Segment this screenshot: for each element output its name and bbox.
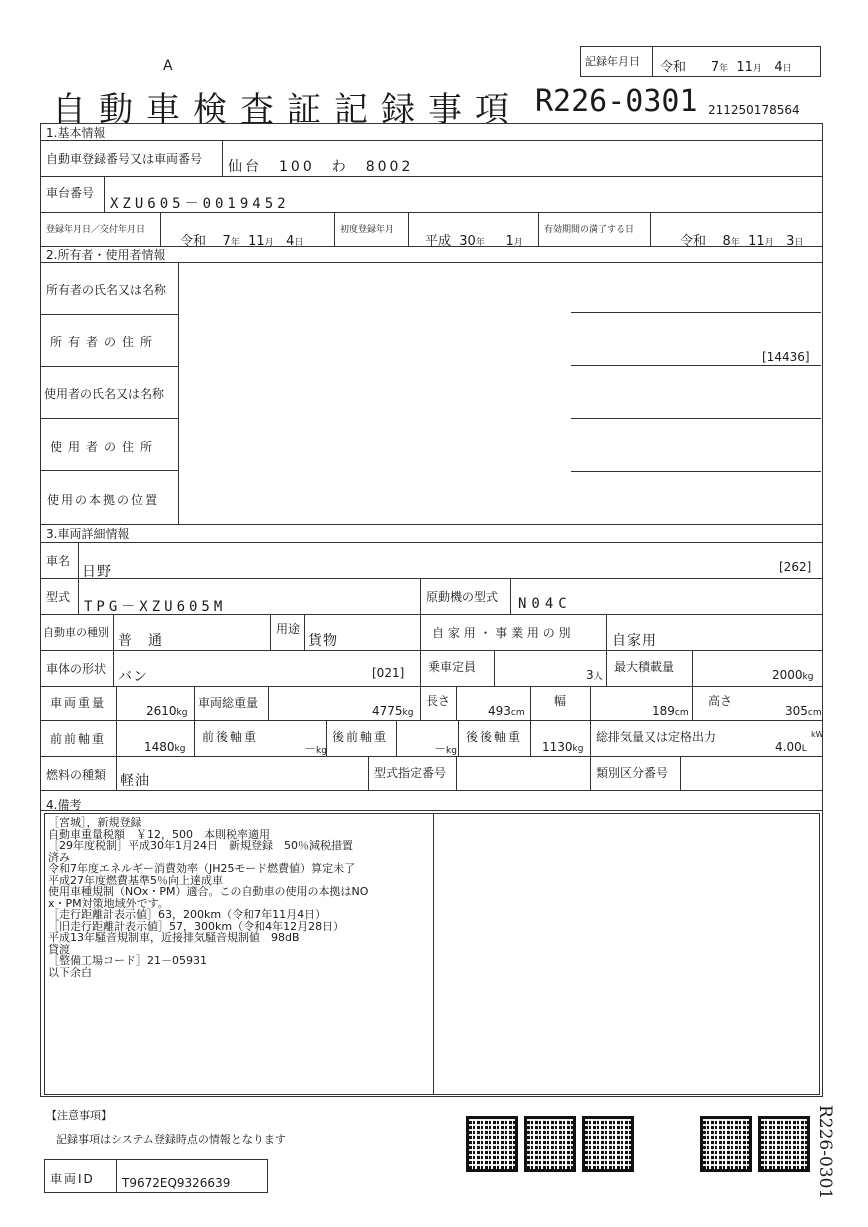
notice-text: 記録事項はシステム登録時点の情報となります bbox=[56, 1133, 286, 1146]
remark-line: x・PM対策地域外です。 bbox=[48, 896, 169, 910]
remark-line: ［宮城］，新規登録 bbox=[48, 816, 142, 829]
biz-value: 自家用 bbox=[612, 633, 657, 649]
fuel-label: 燃料の種類 bbox=[46, 768, 107, 782]
issue-date-value: 令和 7年 11月 4日 bbox=[180, 234, 304, 249]
ff-axle-value: 1480kg bbox=[144, 740, 186, 754]
length-label: 長さ bbox=[426, 694, 451, 708]
engine-value: N04C bbox=[518, 596, 572, 612]
maker-code: [262] bbox=[779, 560, 812, 574]
model-value: TPG－XZU605M bbox=[84, 599, 227, 615]
rr-axle-label: 後後軸重 bbox=[466, 730, 523, 744]
engine-label: 原動機の型式 bbox=[426, 590, 499, 604]
model-label: 型式 bbox=[46, 590, 71, 604]
remark-line: 済み bbox=[48, 850, 70, 864]
remarks-text bbox=[48, 817, 368, 978]
section-remarks: 4.備考 bbox=[46, 798, 82, 812]
gross-value: 4775kg bbox=[372, 704, 414, 718]
remark-line: 貸渡 bbox=[48, 942, 70, 956]
capacity-label: 乗車定員 bbox=[428, 660, 477, 674]
body-code: [021] bbox=[372, 666, 405, 680]
remark-line: 以下余白 bbox=[48, 965, 92, 979]
vehicle-id-value: T9672EQ9326639 bbox=[122, 1176, 231, 1190]
corner-mark: A bbox=[163, 58, 173, 74]
displacement-unit-top: kW bbox=[811, 730, 824, 739]
remark-line: 平成13年騒音規制車，近接排気騒音規制値 98dB bbox=[48, 931, 300, 944]
height-value: 305cm bbox=[785, 704, 822, 718]
vehicle-id-label: 車両ID bbox=[50, 1172, 95, 1186]
type-designation-label: 型式指定番号 bbox=[374, 766, 447, 780]
kind-label: 自動車の種別 bbox=[43, 626, 109, 639]
base-location-label: 使用の本拠の位置 bbox=[47, 493, 160, 507]
capacity-value: 3人 bbox=[586, 668, 603, 682]
ff-axle-label: 前前軸重 bbox=[50, 732, 107, 746]
owner-address-code: [14436] bbox=[762, 350, 810, 364]
remark-line: ［整備工場コード］21－05931 bbox=[48, 954, 207, 967]
width-label: 幅 bbox=[554, 694, 567, 708]
reg-number-value: 仙台 100 わ 8002 bbox=[228, 159, 414, 175]
gross-label: 車両総重量 bbox=[198, 696, 259, 710]
weight-label: 車両重量 bbox=[50, 696, 107, 710]
page-title: 自動車検査証記録事項 bbox=[52, 90, 522, 130]
fr-axle-label: 前後軸重 bbox=[202, 730, 259, 744]
fr-axle-value: －kg bbox=[304, 742, 327, 756]
record-date: 令和 7年 11月 4日 bbox=[660, 60, 792, 75]
height-label: 高さ bbox=[708, 694, 733, 708]
reg-number-label: 自動車登録番号又は車両番号 bbox=[46, 152, 203, 166]
remark-line: 令和7年度エネルギー消費効率（JH25モード燃費値）算定未了 bbox=[48, 862, 356, 875]
doc-code: R226-0301 bbox=[535, 84, 698, 119]
use-value: 貨物 bbox=[308, 633, 338, 649]
section-basic: 1.基本情報 bbox=[46, 126, 106, 140]
owner-address-label: 所有者の住所 bbox=[50, 335, 159, 349]
owner-name-label: 所有者の氏名又は名称 bbox=[46, 283, 167, 297]
handwritten-note: R226-0301 bbox=[815, 1105, 835, 1200]
body-value: バン bbox=[118, 669, 148, 685]
displacement-label: 総排気量又は定格出力 bbox=[596, 730, 717, 744]
width-value: 189cm bbox=[652, 704, 689, 718]
weight-value: 2610kg bbox=[146, 704, 188, 718]
biz-label: 自 家 用 ・ 事 業 用 の 別 bbox=[432, 626, 571, 640]
notice-title: 【注意事項】 bbox=[46, 1109, 112, 1122]
section-vehicle: 3.車両詳細情報 bbox=[46, 527, 130, 541]
remark-line: 平成27年度燃費基準5％向上達成車 bbox=[48, 873, 223, 887]
expiry-value: 令和 8年 11月 3日 bbox=[680, 234, 804, 249]
remark-line: 自動車重量税額 ￥12，500 本則税率適用 bbox=[48, 827, 270, 841]
remark-line: ［旧走行距離計表示値］57，300km（令和4年12月28日） bbox=[48, 919, 345, 933]
qr-code-2 bbox=[524, 1116, 576, 1172]
qr-code-3 bbox=[582, 1116, 634, 1172]
kind-value: 普 通 bbox=[118, 633, 163, 649]
remark-line: ［走行距離計表示値］63，200km（令和7年11月4日） bbox=[48, 908, 327, 921]
maxload-label: 最大積載量 bbox=[614, 660, 675, 674]
expiry-label: 有効期間の満了する日 bbox=[544, 225, 635, 235]
maker-label: 車名 bbox=[46, 554, 71, 568]
fuel-value: 軽油 bbox=[120, 773, 150, 789]
section-owner: 2.所有者・使用者情報 bbox=[46, 248, 166, 262]
serial-number: 211250178564 bbox=[708, 103, 800, 117]
qr-code-5 bbox=[758, 1116, 810, 1172]
first-reg-label: 初度登録年月 bbox=[340, 225, 395, 235]
qr-code-1 bbox=[466, 1116, 518, 1172]
rf-axle-label: 後前軸重 bbox=[332, 730, 389, 744]
record-date-label: 記録年月日 bbox=[585, 55, 640, 68]
length-value: 493cm bbox=[488, 704, 525, 718]
remark-line: 使用車種規制（NOx・PM）適合。この自動車の使用の本拠はNO bbox=[48, 885, 369, 898]
issue-date-label: 登録年月日／交付年月日 bbox=[46, 225, 146, 235]
class-number-label: 類別区分番号 bbox=[596, 766, 669, 780]
qr-code-4 bbox=[700, 1116, 752, 1172]
use-label: 用途 bbox=[276, 622, 301, 636]
displacement-value: 4.00L bbox=[775, 740, 807, 754]
chassis-label: 車台番号 bbox=[46, 186, 95, 200]
chassis-value: XZU605－0019452 bbox=[110, 196, 290, 212]
user-address-label: 使用者の住所 bbox=[50, 440, 159, 454]
remark-line: ［29年度税制］平成30年1月24日 新規登録 50％減税措置 bbox=[48, 839, 353, 852]
maker-value: 日野 bbox=[82, 564, 112, 580]
maxload-value: 2000kg bbox=[772, 668, 814, 682]
rr-axle-value: 1130kg bbox=[542, 740, 584, 754]
first-reg-value: 平成 30年 1月 bbox=[425, 234, 523, 249]
rf-axle-value: －kg bbox=[434, 742, 457, 756]
body-label: 車体の形状 bbox=[46, 662, 107, 676]
user-name-label: 使用者の氏名又は名称 bbox=[44, 387, 165, 401]
